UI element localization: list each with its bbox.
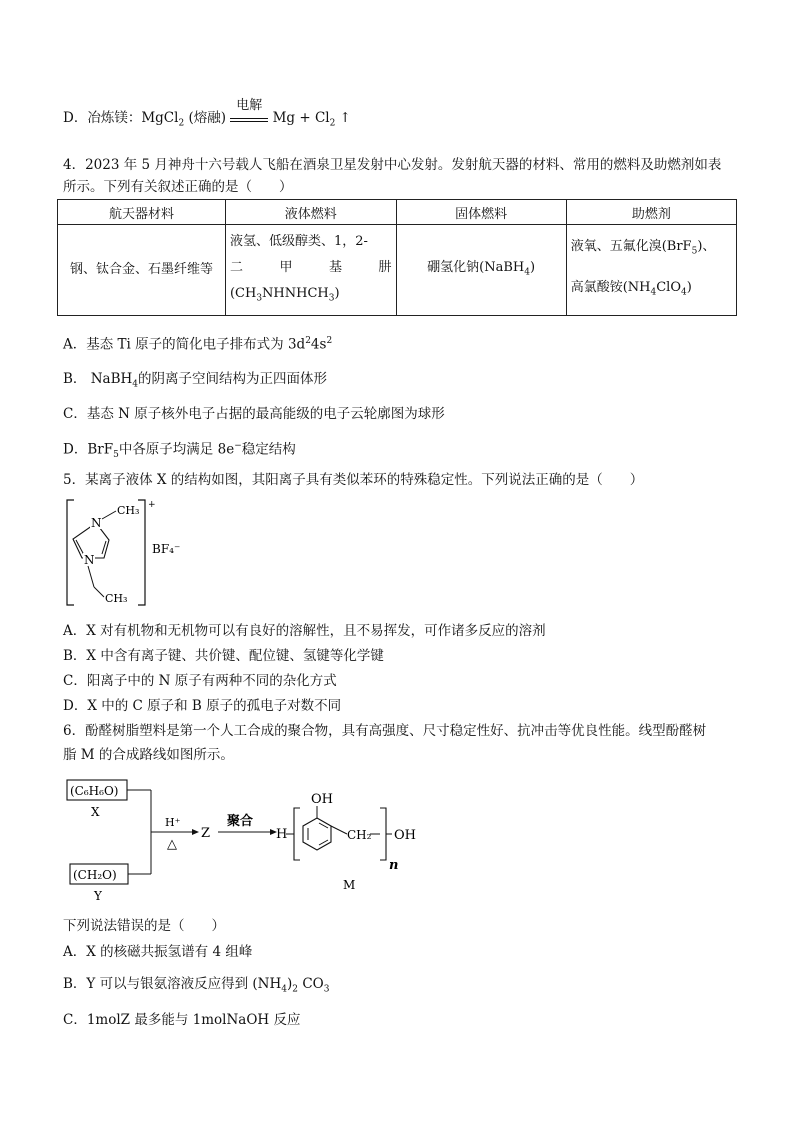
benzene-ring [303,818,331,850]
q5-option-a: A．X 对有机物和无机物可以有良好的溶解性，且不易挥发，可作诸多反应的溶剂 [63,623,546,639]
z-label: Z [201,826,211,841]
polymerize-label: 聚合 [227,814,254,829]
q4-option-b: B． NaBH$_4$的阴离子空间结构为正四面体形 [63,371,328,390]
table-header: 液体燃料 [225,200,396,225]
fuel-table [57,199,737,316]
heat-condition: △ [167,837,177,852]
table-header: 航天器材料 [58,200,226,225]
n-atom-bottom: N [84,553,95,567]
y-formula: (CH₂O) [73,868,117,882]
cation-charge: + [148,500,156,510]
anion-label: BF₄⁻ [152,542,181,556]
n-atom-top: N [91,516,102,530]
q6-option-a: A．X 的核磁共振氢谱有 4 组峰 [63,944,253,960]
acid-condition: H⁺ [165,816,181,829]
table-header: 助燃剂 [566,200,736,225]
q6-question: 下列说法错误的是（ ） [63,918,225,934]
q6-stem-line1: 6．酚醛树脂塑料是第一个人工合成的聚合物，具有高强度、尺寸稳定性好、抗冲击等优良性能。线型酚醛树 [63,723,707,739]
table-cell-oxidizer: 液氧、五氟化溴(BrF$_5$)、 高氯酸铵$(NH_4ClO_4)$ [566,225,736,316]
methylene-group: CH₂ [347,828,372,842]
table-cell-liquid-fuel: 液氢、低级醇类、1，2- 二 甲 基 肼 $(CH_3NHNHCH_3)$ [225,225,396,316]
phenol-oh: OH [311,792,333,807]
left-bracket [67,500,74,605]
q6-stem-line2: 脂 M 的合成路线如图所示。 [63,747,234,763]
repeat-n: n [389,858,399,873]
q6-option-c: C．1molZ 最多能与 1molNaOH 反应 [63,1012,301,1028]
methyl-bottom-label: CH₃ [105,592,128,605]
q4-option-a: A．基态 Ti 原子的简化电子排布式为 $3d^24s^2$ [63,336,333,353]
polymer-right-bracket [380,808,386,860]
ionic-liquid-structure [60,495,200,610]
methyl-top-label: CH₃ [117,504,140,517]
q5-option-b: B．X 中含有离子键、共价键、配位键、氢键等化学键 [63,648,384,664]
q3-option-d: D．冶炼镁：MgCl$_2$ (熔融) 电解 $Mg + Cl_2$ ↑ [63,98,351,129]
oh-end-group: OH [394,828,416,843]
x-formula: (C₆H₆O) [70,784,119,798]
q5-stem: 5．某离子液体 X 的结构如图，其阳离子具有类似苯环的特殊稳定性。下列说法正确的是（ ） [63,472,644,488]
electrolysis-condition: 电解 [230,112,268,122]
table-cell-material: 钢、钛合金、石墨纤维等 [58,225,226,316]
q4-stem-line2: 所示。下列有关叙述正确的是（ ） [63,179,293,195]
q4-option-d: D．BrF$_5$中各原子均满足 8e−稳定结构 [63,441,296,461]
x-label: X [91,805,100,819]
q4-option-c: C．基态 N 原子核外电子占据的最高能级的电子云轮廓图为球形 [63,406,445,422]
h-end-group: H [276,827,288,842]
m-label: M [343,878,356,892]
q5-option-d: D．X 中的 C 原子和 B 原子的孤电子对数不同 [63,698,342,714]
polymer-left-bracket [294,808,300,860]
phenolic-resin-synthesis-scheme [60,772,460,907]
table-cell-solid-fuel: 硼氢化钠(NaBH$_4$) [396,225,566,316]
q6-option-b: B．Y 可以与银氨溶液反应得到 $(NH_4)_2$ $CO_3$ [63,976,330,995]
q5-option-c: C．阳离子中的 N 原子有两种不同的杂化方式 [63,673,337,689]
table-header: 固体燃料 [396,200,566,225]
y-label: Y [94,889,102,903]
q4-stem-line1: 4．2023 年 5 月神舟十六号载人飞船在酒泉卫星发射中心发射。发射航天器的材料、常用的燃料及助燃剂如表 [63,157,722,173]
